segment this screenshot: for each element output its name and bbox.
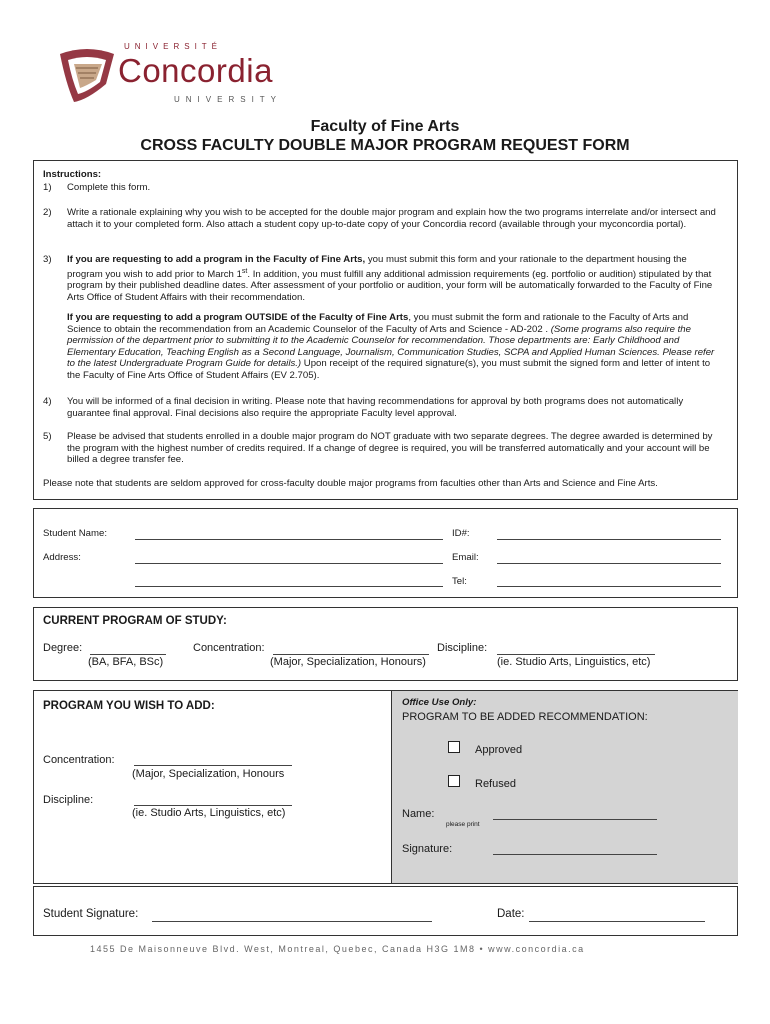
item-number: 3) [43, 254, 52, 265]
add-discipline-label: Discipline: [43, 794, 94, 806]
refused-label: Refused [475, 778, 516, 790]
item-text-b: . In addition, you must fulfill any additional admission requirements (eg. portfolio or audition) stipulated by that program by their published deadline dates. After assessment of your portfolio or audition, your form will be automatically forwarded to the Faculty of Fine Arts Office of Student Affairs with their recommendation. [67, 268, 713, 303]
address-label: Address: [43, 552, 81, 563]
approved-checkbox[interactable] [448, 741, 460, 753]
add-concentration-hint: (Major, Specialization, Honours [132, 768, 285, 780]
concentration-label: Concentration: [193, 642, 265, 654]
office-name-hint: please print [446, 821, 480, 828]
address-field-line1[interactable] [135, 563, 443, 564]
instruction-item-3b [43, 312, 723, 382]
office-use-subheading: PROGRAM TO BE ADDED RECOMMENDATION: [402, 711, 648, 723]
item-superscript: st [241, 267, 248, 275]
address-field-line2[interactable] [135, 586, 443, 587]
item-number: 4) [43, 396, 52, 407]
instructions-note: Please note that students are seldom approved for cross-faculty double major programs from faculties other than Arts and Science and Fine Arts. [43, 478, 658, 489]
logo-bottom-text: UNIVERSITY [174, 95, 283, 104]
approved-label: Approved [475, 744, 523, 756]
form-title: CROSS FACULTY DOUBLE MAJOR PROGRAM REQUEST FORM [140, 137, 630, 154]
item-italic-text: (Some programs also require the permission of the department prior to submitting it to the Academic Counselor for recommendation. Those departments are: Early Childhood and Elementary Education, Teaching English as a Second Language, Journalism, Communication Studies, SCPA and Applied Human Sciences. Please refer to the latest Undergraduate Program Guide for details.) [67, 323, 715, 370]
current-program-box [33, 607, 738, 681]
office-use-heading: Office Use Only: [402, 697, 477, 708]
current-program-heading: CURRENT PROGRAM OF STUDY: [43, 615, 227, 627]
add-concentration-field[interactable] [134, 765, 292, 766]
item-number: 1) [43, 182, 52, 193]
footer-address: 1455 De Maisonneuve Blvd. West, Montreal, Quebec, Canada H3G 1M8 • www.concordia.ca [90, 944, 585, 954]
item-text: Write a rationale explaining why you wish to be accepted for the double major program and explain how the two programs interrelate and/or intersect and attach it to your completed form. Also attach a student copy up-to-date copy of your Concordia record (available through your myconcordia portal). [67, 207, 716, 230]
item-text-a: , you must submit the form and rationale to the Faculty of Arts and Science to obtain the recommendation from an Academic Counselor of the Faculty of Arts and Science - AD-202 . [67, 312, 689, 335]
concordia-crest-icon [56, 44, 118, 106]
email-label: Email: [452, 552, 479, 563]
degree-label: Degree: [43, 642, 83, 654]
item-text [67, 254, 723, 304]
id-label: ID#: [452, 528, 470, 539]
concordia-logo [56, 42, 296, 108]
item-text-b: Upon receipt of the required signature(s), you must submit the signed form and letter of intent to the Faculty of Fine Arts Office of Student Affairs (EV 2.705). [67, 358, 711, 381]
signature-box [33, 886, 738, 936]
student-signature-field[interactable] [152, 921, 432, 922]
item-number: 2) [43, 207, 52, 218]
tel-field[interactable] [497, 586, 721, 587]
add-concentration-label: Concentration: [43, 754, 115, 766]
date-field[interactable] [529, 921, 705, 922]
date-label: Date: [497, 908, 525, 920]
office-name-label: Name: [402, 808, 435, 820]
instruction-item-5 [43, 431, 723, 466]
id-field[interactable] [497, 539, 721, 540]
discipline-field[interactable] [497, 654, 655, 655]
concentration-field[interactable] [273, 654, 429, 655]
item-text-a: you must submit this form and your rationale to the department housing the program you wish to add prior to March 1 [67, 254, 687, 280]
office-name-field[interactable] [493, 819, 657, 820]
logo-top-text: UNIVERSITÉ [124, 42, 223, 51]
item-text: You will be informed of a final decision in writing. Please note that having recommendations for approval by both programs does not automatically guarantee final approval. Final decisions also require the appropriate Faculty level approval. [67, 396, 684, 419]
student-signature-label: Student Signature: [43, 908, 139, 920]
program-to-add-box [33, 690, 738, 884]
discipline-hint: (ie. Studio Arts, Linguistics, etc) [497, 656, 651, 668]
add-discipline-field[interactable] [134, 805, 292, 806]
degree-field[interactable] [90, 654, 166, 655]
program-to-add-heading: PROGRAM YOU WISH TO ADD: [43, 700, 215, 712]
refused-checkbox[interactable] [448, 775, 460, 787]
item-text [67, 312, 723, 382]
form-faculty-title: Faculty of Fine Arts [310, 118, 460, 135]
student-name-label: Student Name: [43, 528, 107, 539]
tel-label: Tel: [452, 576, 467, 587]
item-text: Complete this form. [67, 182, 151, 193]
office-use-panel [391, 691, 738, 883]
item-text: Please be advised that students enrolled in a double major program do NOT graduate with two separate degrees. The degree awarded is determined by the program with the highest number of credits required. If a change of degree is required, you will be transferred automatically and your account will be billed a degree transfer fee. [67, 431, 713, 466]
degree-hint: (BA, BFA, BSc) [88, 656, 164, 668]
instruction-item-2 [43, 207, 723, 230]
item-bold-text: If you are requesting to add a program OUTSIDE of the Faculty of Fine Arts [67, 312, 409, 323]
student-info-box [33, 508, 738, 598]
item-number: 5) [43, 431, 52, 442]
add-discipline-hint: (ie. Studio Arts, Linguistics, etc) [132, 807, 286, 819]
instruction-item-3 [43, 254, 723, 304]
item-bold-text: If you are requesting to add a program in the Faculty of Fine Arts, [67, 254, 366, 265]
instruction-item-1 [43, 182, 723, 194]
student-name-field[interactable] [135, 539, 443, 540]
concentration-hint: (Major, Specialization, Honours) [270, 656, 426, 668]
discipline-label: Discipline: [437, 642, 488, 654]
instructions-heading: Instructions: [43, 169, 102, 180]
instruction-item-4 [43, 396, 723, 419]
email-field[interactable] [497, 563, 721, 564]
office-signature-field[interactable] [493, 854, 657, 855]
office-signature-label: Signature: [402, 843, 453, 855]
logo-brand: Concordia [118, 52, 273, 89]
instructions-box [33, 160, 738, 500]
